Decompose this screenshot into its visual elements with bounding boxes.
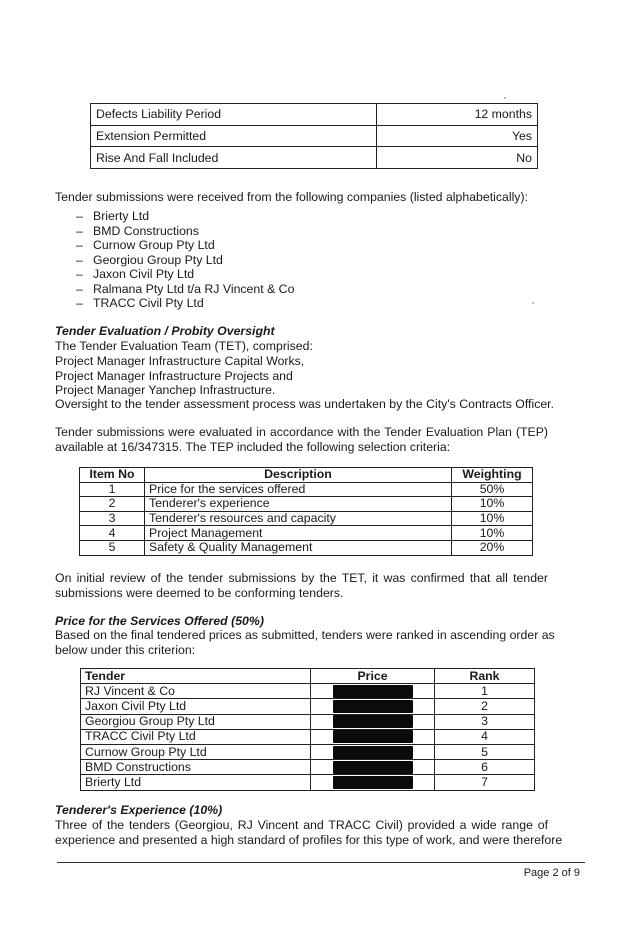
contract-value: No <box>377 147 538 169</box>
criteria-row <box>80 540 533 555</box>
tep-paragraph <box>55 425 548 455</box>
criteria-row <box>80 526 533 541</box>
criteria-weighting: 10% <box>452 511 533 526</box>
company-name: Georgiou Group Pty Ltd <box>93 252 223 267</box>
price-rank: 6 <box>435 760 535 775</box>
company-item <box>76 238 294 253</box>
price-row <box>81 744 535 759</box>
price-cell <box>311 744 435 759</box>
price-rank: 5 <box>435 744 535 759</box>
price-cell <box>311 714 435 729</box>
company-item <box>76 209 294 224</box>
criteria-header-description: Description <box>145 468 452 483</box>
criteria-item-no: 3 <box>80 511 145 526</box>
evaluation-line: Project Manager Infrastructure Capital Works, <box>55 354 305 368</box>
tep-line: available at 16/347315. The TEP included the following selection criteria: <box>55 440 451 454</box>
contract-value: 12 months <box>377 104 538 126</box>
company-item <box>76 267 294 282</box>
price-redaction <box>333 685 413 698</box>
experience-line: experience and presented a high standard of profiles for this type of work, and were therefore <box>55 833 563 847</box>
price-tender: BMD Constructions <box>81 760 311 775</box>
price-cell <box>311 684 435 699</box>
price-redaction <box>333 776 413 789</box>
criteria-item-no: 1 <box>80 482 145 497</box>
price-tender: Jaxon Civil Pty Ltd <box>81 699 311 714</box>
experience-heading: Tenderer's Experience (10%) <box>55 803 223 817</box>
company-item <box>76 282 294 297</box>
evaluation-line: Project Manager Yanchep Infrastructure. <box>55 383 276 397</box>
bullet-dash: – <box>76 238 83 252</box>
contract-row <box>91 125 538 147</box>
criteria-item-no: 2 <box>80 497 145 512</box>
price-row <box>81 714 535 729</box>
company-item <box>76 224 294 239</box>
review-paragraph <box>55 571 548 601</box>
criteria-row <box>80 482 533 497</box>
page-number: Page 2 of 9 <box>523 867 580 879</box>
evaluation-heading: Tender Evaluation / Probity Oversight <box>55 324 275 338</box>
criteria-weighting: 20% <box>452 540 533 555</box>
criteria-row <box>80 511 533 526</box>
price-tender: RJ Vincent & Co <box>81 684 311 699</box>
criteria-item-no: 5 <box>80 540 145 555</box>
contract-terms-table <box>90 103 538 169</box>
price-ranking-table <box>80 668 535 791</box>
price-heading: Price for the Services Offered (50%) <box>55 614 264 628</box>
price-paragraph <box>55 628 555 658</box>
company-name: Ralmana Pty Ltd t/a RJ Vincent & Co <box>93 281 295 296</box>
price-row <box>81 699 535 714</box>
price-row <box>81 729 535 744</box>
price-cell <box>311 760 435 775</box>
contract-label: Defects Liability Period <box>91 104 377 126</box>
price-redaction <box>333 761 413 774</box>
bullet-dash: – <box>76 267 83 281</box>
price-redaction <box>333 746 413 759</box>
criteria-weighting: 10% <box>452 526 533 541</box>
price-redaction <box>333 730 413 743</box>
price-tender: Georgiou Group Pty Ltd <box>81 714 311 729</box>
price-header-rank: Rank <box>435 669 535 684</box>
experience-line: Three of the tenders (Georgiou, RJ Vincent and TRACC Civil) provided a wide range of <box>55 818 548 832</box>
price-cell <box>311 775 435 790</box>
price-redaction <box>333 715 413 728</box>
price-line: below under this criterion: <box>55 643 196 657</box>
price-rank: 3 <box>435 714 535 729</box>
price-cell <box>311 699 435 714</box>
price-row <box>81 760 535 775</box>
criteria-weighting: 10% <box>452 497 533 512</box>
experience-paragraph <box>55 818 563 848</box>
price-line: Based on the final tendered prices as submitted, tenders were ranked in ascending order as <box>55 628 555 642</box>
price-redaction <box>333 700 413 713</box>
contract-row <box>91 104 538 126</box>
bullet-dash: – <box>76 223 83 238</box>
scan-speck <box>504 97 506 99</box>
price-row <box>81 775 535 790</box>
criteria-weighting: 50% <box>452 482 533 497</box>
review-line: On initial review of the tender submissions by the TET, it was confirmed that all tender <box>55 571 548 585</box>
price-tender: Brierty Ltd <box>81 775 311 790</box>
price-row <box>81 684 535 699</box>
tep-line: Tender submissions were evaluated in accordance with the Tender Evaluation Plan (TEP) <box>55 425 548 439</box>
evaluation-line: The Tender Evaluation Team (TET), comprised: <box>55 339 313 353</box>
selection-criteria-table <box>79 467 533 556</box>
scan-speck <box>532 302 534 304</box>
criteria-item-no: 4 <box>80 526 145 541</box>
criteria-description: Project Management <box>145 526 452 541</box>
criteria-description: Price for the services offered <box>145 482 452 497</box>
price-rank: 7 <box>435 775 535 790</box>
price-tender: TRACC Civil Pty Ltd <box>81 729 311 744</box>
bullet-dash: – <box>76 252 83 267</box>
bullet-dash: – <box>76 281 83 296</box>
company-list <box>76 209 294 311</box>
price-cell <box>311 729 435 744</box>
bullet-dash: – <box>76 209 83 223</box>
criteria-header-item: Item No <box>80 468 145 483</box>
price-tender: Curnow Group Pty Ltd <box>81 744 311 759</box>
criteria-description: Safety & Quality Management <box>145 540 452 555</box>
review-line: submissions were deemed to be conforming tenders. <box>55 586 344 600</box>
company-name: BMD Constructions <box>93 223 199 238</box>
evaluation-line: Oversight to the tender assessment process was undertaken by the City's Contracts Officer. <box>55 397 555 411</box>
price-rank: 2 <box>435 699 535 714</box>
criteria-header-weighting: Weighting <box>452 468 533 483</box>
company-name: TRACC Civil Pty Ltd <box>93 296 204 310</box>
company-item <box>76 296 294 311</box>
company-item <box>76 253 294 268</box>
intro-text: Tender submissions were received from the following companies (listed alphabetically): <box>55 190 528 204</box>
price-header-price: Price <box>311 669 435 684</box>
price-rank: 4 <box>435 729 535 744</box>
price-rank: 1 <box>435 684 535 699</box>
company-name: Curnow Group Pty Ltd <box>93 238 215 252</box>
criteria-description: Tenderer's experience <box>145 497 452 512</box>
footer-rule <box>57 862 585 863</box>
contract-row <box>91 147 538 169</box>
contract-value: Yes <box>377 125 538 147</box>
contract-label: Rise And Fall Included <box>91 147 377 169</box>
price-header-tender: Tender <box>81 669 311 684</box>
bullet-dash: – <box>76 296 83 310</box>
contract-label: Extension Permitted <box>91 125 377 147</box>
company-name: Brierty Ltd <box>93 209 150 223</box>
criteria-description: Tenderer's resources and capacity <box>145 511 452 526</box>
company-name: Jaxon Civil Pty Ltd <box>93 267 195 281</box>
criteria-row <box>80 497 533 512</box>
evaluation-line: Project Manager Infrastructure Projects and <box>55 369 293 383</box>
